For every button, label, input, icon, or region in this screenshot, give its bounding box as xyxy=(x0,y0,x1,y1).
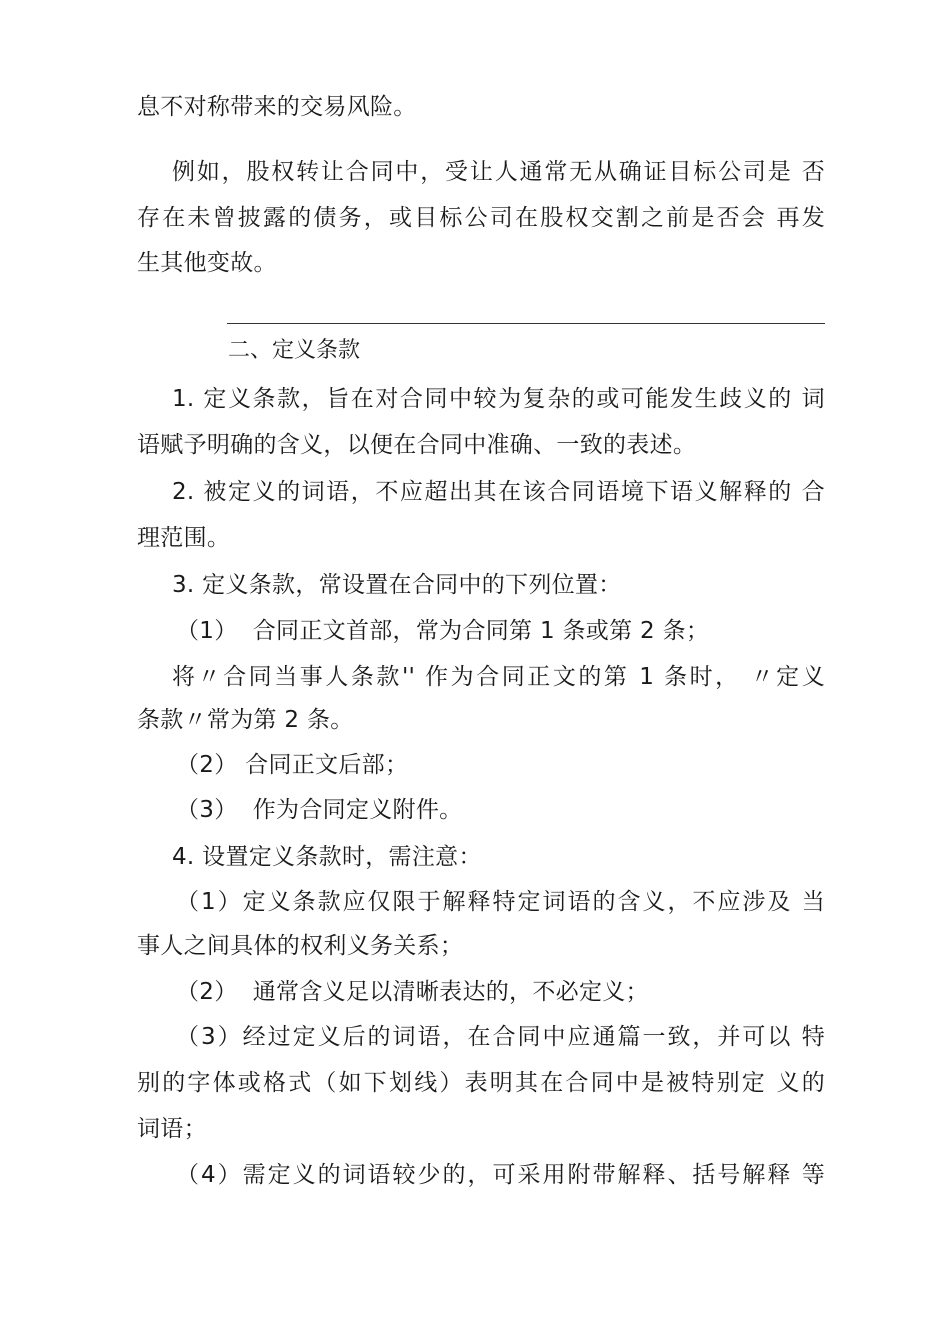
sub-item-line: 将〃合同当事人条款'' 作为合同正文的第 1 条时， 〃定义 xyxy=(172,664,825,690)
list-item-line: 1. 定义条款，旨在对合同中较为复杂的或可能发生歧义的 词 xyxy=(172,386,825,412)
text-line: 息不对称带来的交易风险。 xyxy=(137,94,417,120)
sub-item-line: （2） 合同正文后部； xyxy=(176,752,409,778)
paragraph-example-line: 生其他变故。 xyxy=(137,250,277,276)
section-heading: 二、定义条款 xyxy=(228,338,361,363)
sub-item-line: （4）需定义的词语较少的，可采用附带解释、括号解释 等 xyxy=(176,1162,825,1188)
sub-item-line: （1）定义条款应仅限于解释特定词语的含义，不应涉及 当 xyxy=(176,889,825,915)
sub-item-line: （2） 通常含义足以清晰表达的，不必定义； xyxy=(176,979,649,1005)
sub-item-line: 事人之间具体的权利义务关系； xyxy=(137,933,464,959)
sub-item-line: （1） 合同正文首部，常为合同第 1 条或第 2 条； xyxy=(176,618,710,644)
sub-item-line: 词语； xyxy=(137,1116,207,1142)
sub-item-line: （3） 作为合同定义附件。 xyxy=(176,797,463,823)
list-item-line: 4. 设置定义条款时，需注意： xyxy=(172,844,482,870)
paragraph-example-line: 例如，股权转让合同中，受让人通常无从确证目标公司是 否 xyxy=(172,159,825,185)
sub-item-line: 条款〃常为第 2 条。 xyxy=(137,707,354,733)
sub-item-line: 别的字体或格式（如下划线）表明其在合同中是被特别定 义的 xyxy=(137,1070,825,1096)
paragraph-example-line: 存在未曾披露的债务，或目标公司在股权交割之前是否会 再发 xyxy=(137,205,825,231)
list-item-line: 语赋予明确的含义，以便在合同中准确、一致的表述。 xyxy=(137,432,697,458)
list-item-line: 3. 定义条款，常设置在合同中的下列位置： xyxy=(172,572,622,598)
horizontal-divider xyxy=(227,323,825,324)
list-item-line: 理范围。 xyxy=(137,525,231,551)
sub-item-line: （3）经过定义后的词语，在合同中应通篇一致，并可以 特 xyxy=(176,1024,825,1050)
list-item-line: 2. 被定义的词语，不应超出其在该合同语境下语义解释的 合 xyxy=(172,479,825,505)
